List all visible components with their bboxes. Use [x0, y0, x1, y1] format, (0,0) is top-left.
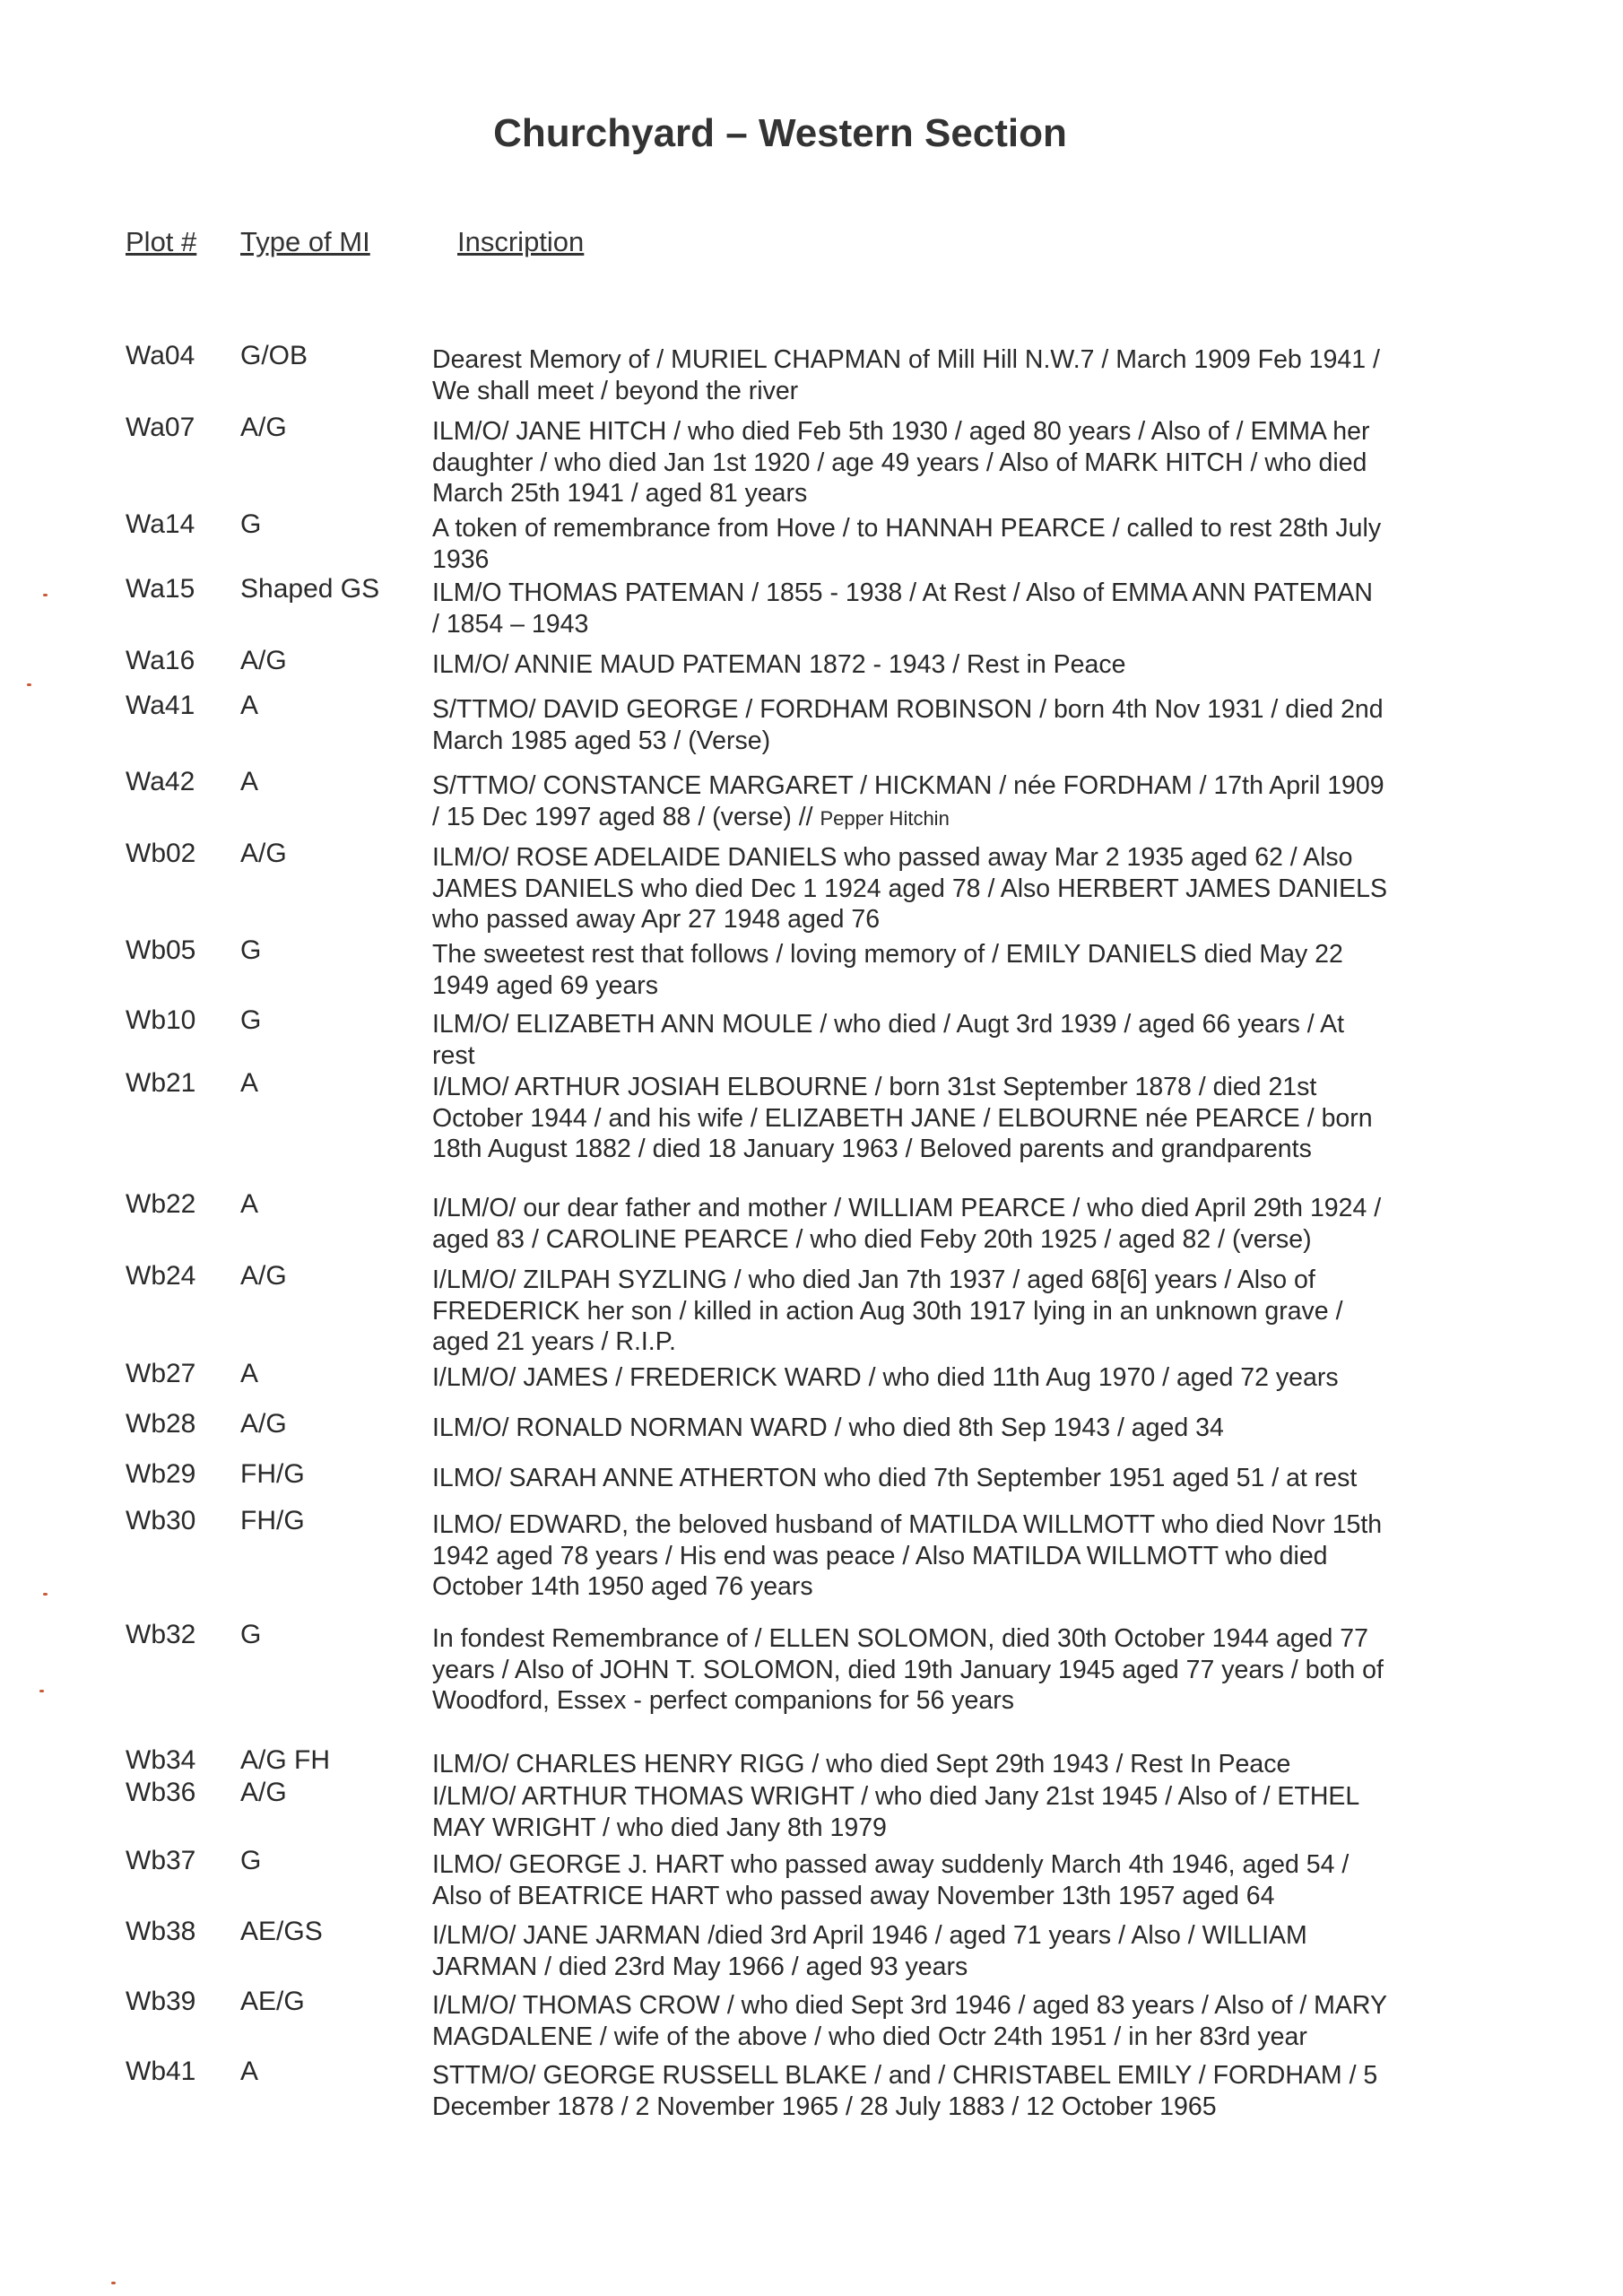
inscription-main: ILM/O/ ELIZABETH ANN MOULE / who died / Augt 3rd 1939 / aged 66 years / At rest	[432, 1010, 1344, 1070]
mi-type: A/G	[240, 839, 287, 868]
plot-number: Wa15	[126, 574, 195, 604]
plot-number: Wb10	[126, 1005, 196, 1035]
plot-number: Wb36	[126, 1778, 196, 1807]
plot-number: Wb05	[126, 935, 196, 965]
inscription-main: I/LMO/ ARTHUR JOSIAH ELBOURNE / born 31st September 1878 / died 21st October 1944 / and his wife / ELIZABETH JANE / ELBOURNE née PEARCE / born 18th August 1882 / died 18 January 1963 / Beloved parents and grandparents	[432, 1073, 1373, 1163]
plot-number: Wb41	[126, 2057, 196, 2086]
inscription-main: I/LM/O/ JANE JARMAN /died 3rd April 1946 / aged 71 years / Also / WILLIAM JARMAN / died 23rd May 1966 / aged 93 years	[432, 1921, 1307, 1981]
inscription-main: STTM/O/ GEORGE RUSSELL BLAKE / and / CHRISTABEL EMILY / FORDHAM / 5 December 1878 / 2 November 1965 / 28 July 1883 / 12 October 1965	[432, 2061, 1378, 2121]
plot-number: Wa16	[126, 646, 195, 675]
mi-type: G	[240, 509, 262, 539]
inscription-text	[432, 1463, 1499, 1494]
inscription-main: ILMO/ GEORGE J. HART who passed away suddenly March 4th 1946, aged 54 / Also of BEATRICE HART who passed away November 13th 1957 aged 64	[432, 1850, 1350, 1910]
inscription-main: ILM/O/ ROSE ADELAIDE DANIELS who passed away Mar 2 1935 aged 62 / Also JAMES DANIELS who died Dec 1 1924 aged 78 / Also HERBERT JAMES DANIELS who passed away Apr 27 1948 aged 76	[432, 843, 1388, 934]
mi-type: A	[240, 1359, 259, 1388]
inscription-main: ILM/O/ ANNIE MAUD PATEMAN 1872 - 1943 / Rest in Peace	[432, 650, 1126, 679]
scan-speck	[27, 683, 31, 686]
page-title: Churchyard – Western Section	[493, 111, 1067, 155]
inscription-text	[432, 513, 1499, 575]
inscription-text	[432, 842, 1499, 935]
plot-number: Wb32	[126, 1620, 196, 1649]
mi-type: Shaped GS	[240, 574, 380, 604]
mi-type: FH/G	[240, 1459, 305, 1489]
inscription-text	[432, 770, 1499, 834]
inscription-main: I/LM/O/ ZILPAH SYZLING / who died Jan 7th 1937 / aged 68[6] years / Also of FREDERICK her son / killed in action Aug 30th 1917 lying in an unknown grave / aged 21 years / R.I.P.	[432, 1265, 1343, 1356]
mi-type: A/G	[240, 1778, 287, 1807]
inscription-text	[432, 1920, 1499, 1982]
plot-number: Wb34	[126, 1745, 196, 1775]
inscription-main: ILM/O/ JANE HITCH / who died Feb 5th 1930 / aged 80 years / Also of / EMMA her daughter / who died Jan 1st 1920 / age 49 years / Also of MARK HITCH / who died March 25th 1941 / aged 81 years	[432, 417, 1370, 508]
plot-number: Wa04	[126, 341, 195, 370]
inscription-main: ILMO/ EDWARD, the beloved husband of MATILDA WILLMOTT who died Novr 15th 1942 aged 78 years / His end was peace / Also MATILDA WILLMOTT who died October 14th 1950 aged 76 years	[432, 1510, 1383, 1601]
plot-number: Wb38	[126, 1917, 196, 1946]
mi-type: A	[240, 767, 259, 796]
inscription-text	[432, 1009, 1499, 1071]
inscription-main: ILM/O/ CHARLES HENRY RIGG / who died Sept 29th 1943 / Rest In Peace	[432, 1750, 1291, 1779]
plot-number: Wb28	[126, 1409, 196, 1439]
mi-type: A/G	[240, 646, 287, 675]
inscription-main: I/LM/O/ our dear father and mother / WILLIAM PEARCE / who died April 29th 1924 / aged 83 / CAROLINE PEARCE / who died Feby 20th 1925 / aged 82 / (verse)	[432, 1194, 1382, 1254]
inscription-text	[432, 1413, 1499, 1444]
plot-number: Wb21	[126, 1068, 196, 1098]
plot-number: Wb37	[126, 1846, 196, 1875]
inscription-text	[432, 1362, 1499, 1394]
plot-number: Wb02	[126, 839, 196, 868]
plot-number: Wb29	[126, 1459, 196, 1489]
inscription-main: In fondest Remembrance of / ELLEN SOLOMON, died 30th October 1944 aged 77 years / Also of JOHN T. SOLOMON, died 19th January 1945 aged 77 years / both of Woodford, Essex - perfect companions for 56 years	[432, 1624, 1384, 1715]
plot-number: Wb22	[126, 1189, 196, 1219]
inscription-text	[432, 1072, 1499, 1165]
inscription-text	[432, 1509, 1499, 1603]
mi-type: A	[240, 2057, 259, 2086]
plot-number: Wa07	[126, 413, 195, 442]
mi-type: G	[240, 935, 262, 965]
plot-number: Wb27	[126, 1359, 196, 1388]
inscription-main: I/LM/O/ ARTHUR THOMAS WRIGHT / who died Jany 21st 1945 / Also of / ETHEL MAY WRIGHT / who died Jany 8th 1979	[432, 1782, 1360, 1842]
mi-type: G	[240, 1620, 262, 1649]
mi-type: G/OB	[240, 341, 308, 370]
inscription-text	[432, 1623, 1499, 1717]
inscription-main: The sweetest rest that follows / loving memory of / EMILY DANIELS died May 22 1949 aged 69 years	[432, 940, 1343, 1000]
mi-type: A	[240, 1068, 259, 1098]
column-header-plot: Plot #	[126, 226, 197, 257]
mi-type: A/G	[240, 413, 287, 442]
plot-number: Wb30	[126, 1506, 196, 1535]
inscription-text	[432, 1781, 1499, 1843]
mi-type: A/G	[240, 1261, 287, 1291]
inscription-main: S/TTMO/ DAVID GEORGE / FORDHAM ROBINSON / born 4th Nov 1931 / died 2nd March 1985 aged 53 / (Verse)	[432, 695, 1384, 755]
plot-number: Wb24	[126, 1261, 196, 1291]
mi-type: FH/G	[240, 1506, 305, 1535]
inscription-main: A token of remembrance from Hove / to HANNAH PEARCE / called to rest 28th July 1936	[432, 514, 1382, 574]
inscription-text	[432, 344, 1499, 406]
plot-number: Wa14	[126, 509, 195, 539]
mi-type: A	[240, 691, 259, 720]
mi-type: AE/G	[240, 1987, 305, 2016]
inscription-text	[432, 1265, 1499, 1358]
inscription-text	[432, 578, 1499, 639]
inscription-main: S/TTMO/ CONSTANCE MARGARET / HICKMAN / née FORDHAM / 17th April 1909 / 15 Dec 1997 aged 88 / (verse) //	[432, 771, 1384, 831]
inscription-text	[432, 649, 1499, 681]
inscription-main: ILMO/ SARAH ANNE ATHERTON who died 7th September 1951 aged 51 / at rest	[432, 1464, 1358, 1492]
mi-type: A/G FH	[240, 1745, 331, 1775]
inscription-main: I/LM/O/ JAMES / FREDERICK WARD / who died 11th Aug 1970 / aged 72 years	[432, 1363, 1339, 1392]
mi-type: A	[240, 1189, 259, 1219]
inscription-text	[432, 939, 1499, 1001]
mi-type: G	[240, 1846, 262, 1875]
scan-speck	[43, 594, 48, 596]
inscription-main: ILM/O/ RONALD NORMAN WARD / who died 8th Sep 1943 / aged 34	[432, 1413, 1224, 1442]
scan-speck	[43, 1593, 48, 1596]
plot-number: Wa41	[126, 691, 195, 720]
inscription-text	[432, 416, 1499, 509]
inscription-text	[432, 1193, 1499, 1255]
plot-number: Wb39	[126, 1987, 196, 2016]
plot-number: Wa42	[126, 767, 195, 796]
scan-speck	[39, 1690, 44, 1692]
inscription-text	[432, 1849, 1499, 1911]
inscription-note: Pepper Hitchin	[820, 806, 950, 830]
inscription-main: Dearest Memory of / MURIEL CHAPMAN of Mill Hill N.W.7 / March 1909 Feb 1941 / We shall meet / beyond the river	[432, 345, 1380, 405]
column-header-type: Type of MI	[240, 226, 370, 257]
inscription-main: ILM/O THOMAS PATEMAN / 1855 - 1938 / At Rest / Also of EMMA ANN PATEMAN / 1854 – 1943	[432, 578, 1374, 639]
inscription-text	[432, 1990, 1499, 2052]
inscription-text	[432, 1749, 1499, 1780]
mi-type: AE/GS	[240, 1917, 323, 1946]
mi-type: G	[240, 1005, 262, 1035]
mi-type: A/G	[240, 1409, 287, 1439]
column-header-inscription: Inscription	[457, 226, 585, 257]
scan-speck	[111, 2282, 116, 2284]
inscription-main: I/LM/O/ THOMAS CROW / who died Sept 3rd 1946 / aged 83 years / Also of / MARY MAGDALENE / wife of the above / who died Octr 24th 1951 / in her 83rd year	[432, 1991, 1387, 2051]
inscription-text	[432, 694, 1499, 756]
inscription-text	[432, 2060, 1499, 2122]
